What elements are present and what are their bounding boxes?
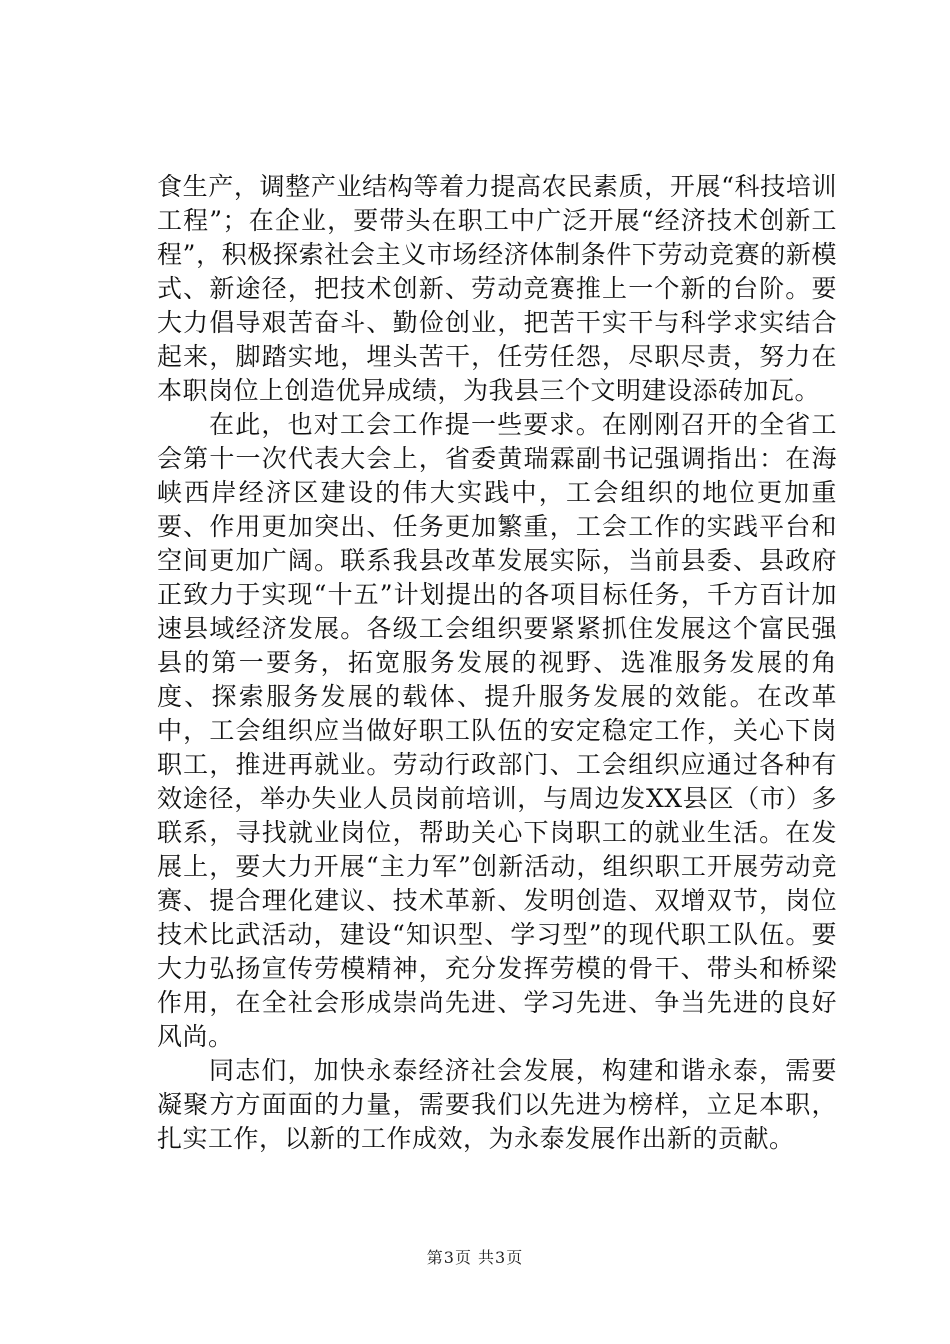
page-number-footer: 第3页 共3页	[426, 1248, 524, 1267]
paragraph-continuation: 食生产，调整产业结构等着力提高农民素质，开展“科技培训工程”；在企业，要带头在职工中广泛开展“经济技术创新工程”，积极探索社会主义市场经济体制条件下劳动竞赛的新模式、新途径，把技术创新、劳动竞赛推上一个新的台阶。要大力倡导艰苦奋斗、勤俭创业，把苦干实干与科学求实结合起来，脚踏实地，埋头苦干，任劳任怨，尽职尽责，努力在本职岗位上创造优异成绩，为我县三个文明建设添砖加瓦。	[157, 172, 837, 405]
document-body	[157, 170, 837, 1156]
paragraph-union-requirements: 在此，也对工会工作提一些要求。在刚刚召开的全省工会第十一次代表大会上，省委黄瑞霖副书记强调指出：在海峡西岸经济区建设的伟大实践中，工会组织的地位更加重要、作用更加突出、任务更加繁重，工会工作的实践平台和空间更加广阔。联系我县改革发展实际，当前县委、县政府正致力于实现“十五”计划提出的各项目标任务，千方百计加速县域经济发展。各级工会组织要紧紧抓住发展这个富民强县的第一要务，拓宽服务发展的视野、选准服务发展的角度、探索服务发展的载体、提升服务发展的效能。在改革中，工会组织应当做好职工队伍的安定稳定工作，关心下岗职工，推进再就业。劳动行政部门、工会组织应通过各种有效途径，举办失业人员岗前培训，与周边发XX县区（市）多联系，寻找就业岗位，帮助关心下岗职工的就业生活。在发展上，要大力开展“主力军”创新活动，组织职工开展劳动竞赛、提合理化建议、技术革新、发明创造、双增双节，岗位技术比武活动，建设“知识型、学习型”的现代职工队伍。要大力弘扬宣传劳模精神，充分发挥劳模的骨干、带头和桥梁作用，在全社会形成崇尚先进、学习先进、争当先进的良好风尚。	[157, 410, 837, 1051]
paragraph-closing: 同志们，加快永泰经济社会发展，构建和谐永泰，需要凝聚方方面面的力量，需要我们以先进为榜样，立足本职，扎实工作，以新的工作成效，为永泰发展作出新的贡献。	[157, 1056, 837, 1153]
